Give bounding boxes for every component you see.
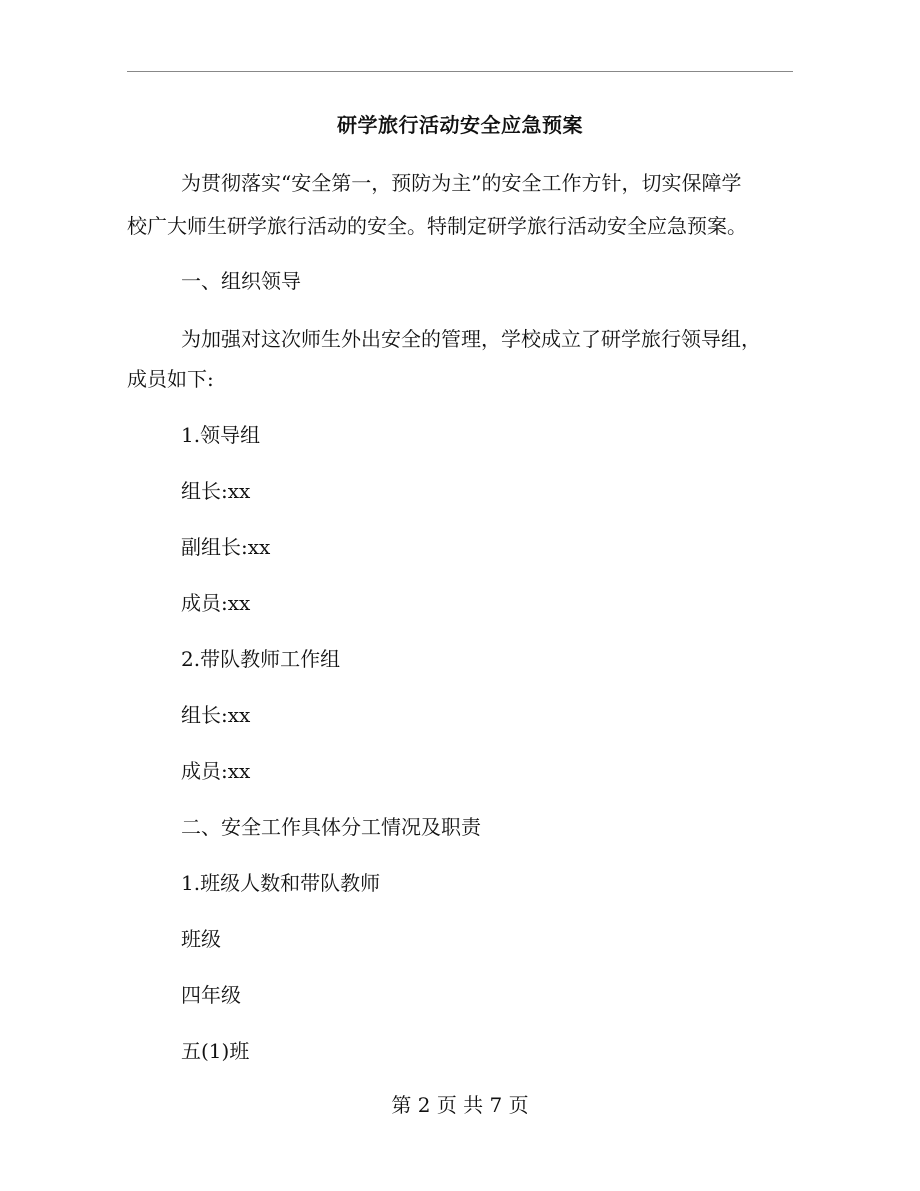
grade-label: 四年级 [181, 983, 241, 1007]
section-1-paragraph-line-2: 成员如下: [127, 367, 214, 391]
section-1-paragraph-line-1: 为加强对这次师生外出安全的管理，学校成立了研学旅行领导组， [181, 327, 761, 351]
class-label: 班级 [181, 927, 221, 951]
document-title: 研学旅行活动安全应急预案 [337, 113, 583, 137]
page-number-footer: 第 2 页 共 7 页 [391, 1093, 529, 1117]
header-rule [127, 71, 793, 72]
subsection-1-heading: 1.班级人数和带队教师 [181, 871, 381, 895]
class-name: 五(1)班 [181, 1039, 250, 1063]
section-1-heading: 一、组织领导 [181, 269, 301, 293]
intro-line-1: 为贯彻落实“安全第一，预防为主”的安全工作方针，切实保障学 [181, 171, 742, 195]
intro-line-2: 校广大师生研学旅行活动的安全。特制定研学旅行活动安全应急预案。 [127, 214, 747, 238]
group-2-heading: 2.带队教师工作组 [181, 647, 341, 671]
group-1-leader: 组长:xx [181, 479, 251, 503]
group-2-members: 成员:xx [181, 759, 251, 783]
group-1-members: 成员:xx [181, 591, 251, 615]
group-1-heading: 1.领导组 [181, 423, 261, 447]
group-2-leader: 组长:xx [181, 703, 251, 727]
group-1-deputy-leader: 副组长:xx [181, 535, 271, 559]
section-2-heading: 二、安全工作具体分工情况及职责 [181, 815, 481, 839]
